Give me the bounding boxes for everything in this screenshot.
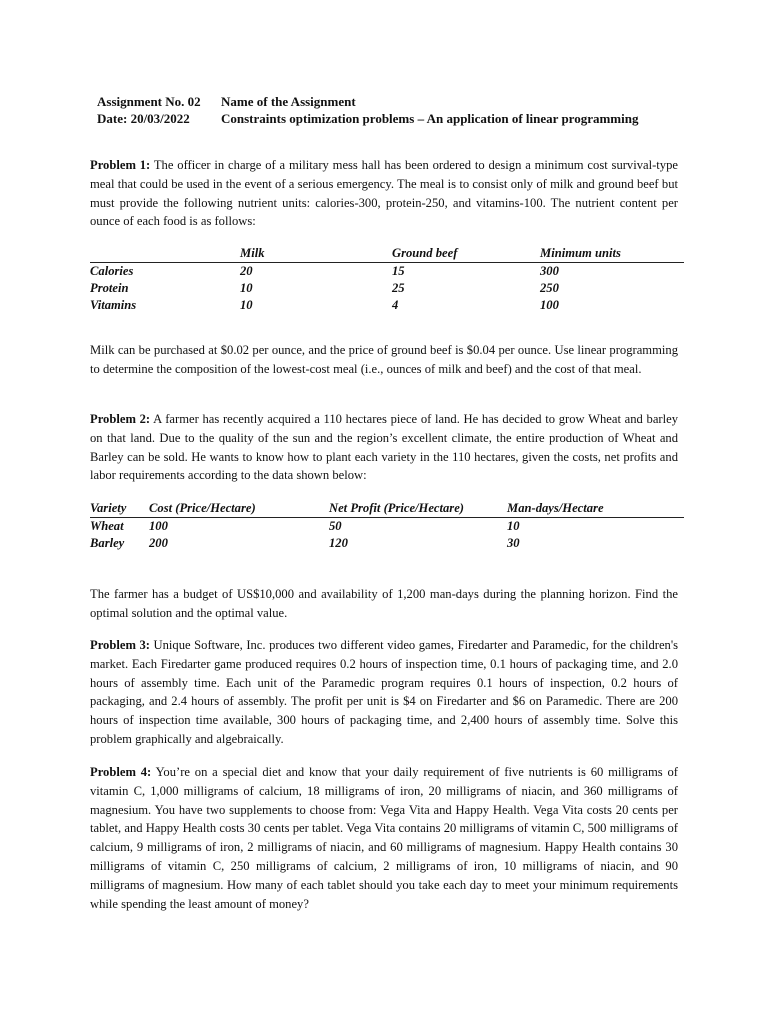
table-cell: 100 [149,519,168,533]
nutrient-header-minimum: Minimum units [540,245,684,263]
table-row [90,263,684,281]
table-cell: 20 [240,264,253,278]
table-cell: 100 [540,298,559,312]
assignment-header [97,93,638,127]
problem-1-followup: Milk can be purchased at $0.02 per ounce, and the price of ground beef is $0.04 per ounce. Use linear programming to determine the composition of the lowest-cost meal (i.e., ounces of milk and beef) and the cost of that meal. [90,343,678,376]
assignment-topic: Constraints optimization problems – An application of linear programming [221,111,639,126]
problem-3 [90,636,678,749]
table-cell: 30 [507,536,520,550]
crop-header-cost: Cost (Price/Hectare) [149,500,329,518]
table-cell: 300 [540,264,559,278]
table-cell: 200 [149,536,168,550]
table-cell: Calories [90,264,134,278]
table-cell: Protein [90,281,129,295]
crop-table [90,500,684,552]
problem-1-lead: Problem 1: [90,158,151,172]
problem-3-lead: Problem 3: [90,638,150,652]
problem-2-lead: Problem 2: [90,412,151,426]
table-cell: 10 [507,519,520,533]
nutrient-table [90,245,684,314]
table-cell: 10 [240,281,253,295]
table-cell: 25 [392,281,405,295]
table-cell: 250 [540,281,559,295]
table-cell: 50 [329,519,342,533]
table-row [90,280,684,297]
table-row [90,297,684,314]
assignment-name-label: Name of the Assignment [221,94,356,109]
nutrient-header-beef: Ground beef [392,245,540,263]
problem-2-followup: The farmer has a budget of US$10,000 and availability of 1,200 man-days during the planning horizon. Find the optimal solution and the optimal value. [90,587,678,620]
problem-4-text: You’re on a special diet and know that your daily requirement of five nutrients is 60 milligrams of vitamin C, 1,000 milligrams of calcium, 18 milligrams of iron, 20 milligrams of niacin, and 360 milligrams of magnesium. You have two supplements to choose from: Vega Vita and Happy Health. Vega Vita costs 20 cents per tablet, and Happy Health costs 30 cents per tablet. Vega Vita contains 20 milligrams of vitamin C, 500 milligrams of calcium, 9 milligrams of iron, 2 milligrams of niacin, and 60 milligrams of magnesium. Happy Health contains 30 milligrams of vitamin C, 250 milligrams of calcium, 2 milligrams of iron, 10 milligrams of niacin, and 90 milligrams of magnesium. How many of each tablet should you take each day to meet your minimum requirements while spending the least amount of money? [90,765,678,911]
problem-3-text: Unique Software, Inc. produces two different video games, Firedarter and Paramedic, for the children's market. Each Firedarter game produced requires 0.2 hours of inspection time, 0.1 hours of packaging time, and 2.0 hours of assembly time. Each unit of the Paramedic program requires 0.1 hours of inspection, 0.2 hours of packaging, and 2.4 hours of assembly. The profit per unit is $4 on Firedarter and $6 on Paramedic. There are 200 hours of inspection time available, 300 hours of packaging time, and 2,400 hours of assembly time. Solve this problem graphically and algebraically. [90,638,678,746]
assignment-number: Assignment No. 02 [97,94,201,109]
table-row [90,535,684,552]
problem-4 [90,763,678,913]
table-cell: 10 [240,298,253,312]
problem-1-text: The officer in charge of a military mess hall has been ordered to design a minimum cost survival-type meal that could be used in the event of a serious emergency. The meal is to consist only of milk and ground beef but must provide the following nutrient units: calories-300, protein-250, and vitamins-100. The nutrient content per ounce of each food is as follows: [90,158,678,229]
nutrient-header-milk: Milk [240,245,392,263]
table-cell: 15 [392,264,405,278]
problem-1 [90,156,678,231]
table-cell: 120 [329,536,348,550]
crop-header-profit: Net Profit (Price/Hectare) [329,500,507,518]
assignment-date: Date: 20/03/2022 [97,111,190,126]
table-cell: Barley [90,536,125,550]
table-cell: Vitamins [90,298,137,312]
crop-header-mandays: Man-days/Hectare [507,500,684,518]
crop-header-variety: Variety [90,500,149,518]
table-row [90,518,684,536]
problem-2-text: A farmer has recently acquired a 110 hectares piece of land. He has decided to grow Wheat and barley on that land. Due to the quality of the sun and the region’s excellent climate, the entire production of Wheat and Barley can be sold. He wants to know how to plant each variety in the 110 hectares, given the costs, net profits and labor requirements according to the data shown below: [90,412,678,483]
problem-4-lead: Problem 4: [90,765,152,779]
problem-2 [90,410,678,485]
table-cell: 4 [392,298,399,312]
table-cell: Wheat [90,519,124,533]
nutrient-header-blank [90,245,240,263]
